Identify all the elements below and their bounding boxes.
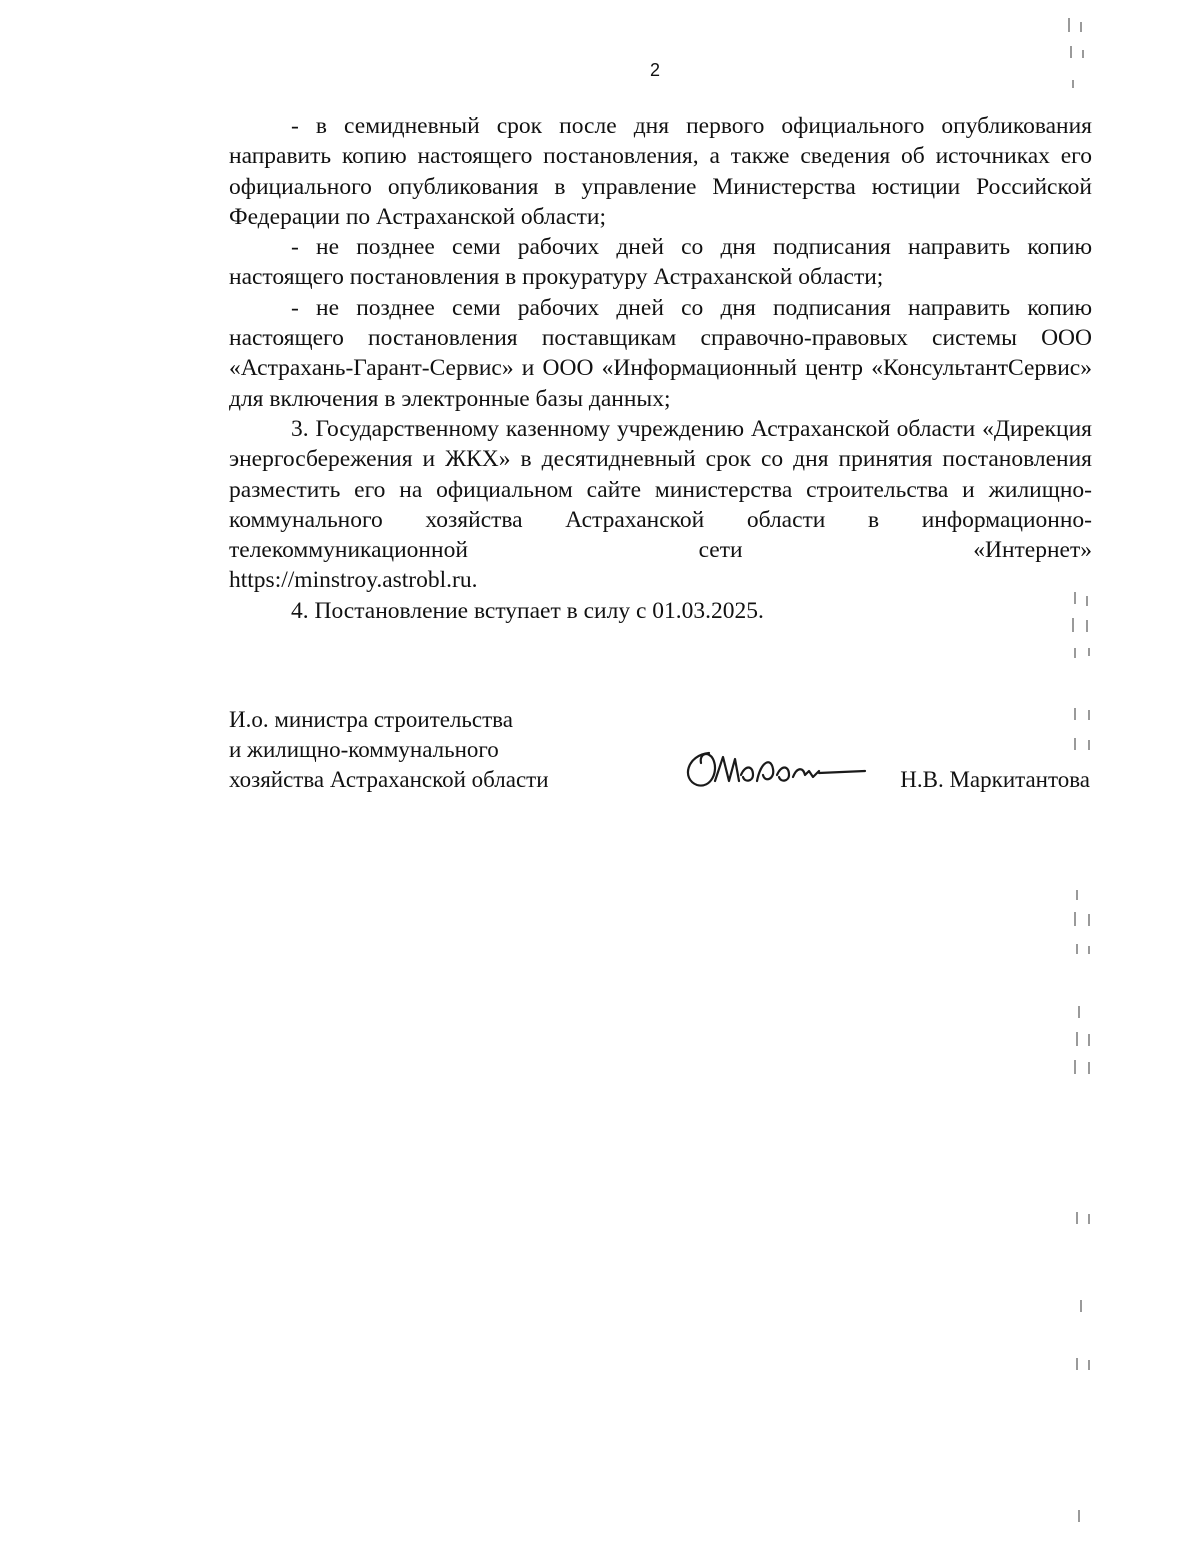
paragraph-effective-date: 4. Постановление вступает в силу с 01.03.2025.	[291, 597, 764, 624]
signatory-title-line: и жилищно-коммунального	[229, 737, 499, 762]
document-body	[229, 111, 1092, 626]
page-number: 2	[649, 60, 660, 80]
signatory-title-line: хозяйства Астраханской области	[229, 767, 549, 792]
signatory-title	[229, 705, 649, 795]
paragraph-ministry-of-justice: - в семидневный срок после дня первого официального опубликования направить копию настоящего постановления, а также сведения об источниках его официального опубликования в управление Министерства юстиции Российской Федерации по Астраханской области;	[229, 113, 1092, 230]
handwritten-signature	[679, 741, 869, 791]
paragraph-publication-website: 3. Государственному казенному учреждению Астраханской области «Дирекция энергосбережения и ЖКХ» в десятидневный срок со дня принятия постановления разместить его на официальном сайте министерства строительства и жилищно-коммунального хозяйства Астраханской области в информационно-телекоммуникационной сети «Интернет»	[229, 415, 1092, 564]
paragraph-legal-systems: - не позднее семи рабочих дней со дня подписания направить копию настоящего постановления поставщикам справочно-правовых системы ООО «Астрахань-Гарант-Сервис» и ООО «Информационный центр «КонсультантСервис» для включения в электронные базы данных;	[229, 294, 1092, 412]
website-url: https://minstroy.astrobl.ru.	[229, 567, 478, 594]
signatory-name: Н.В. Маркитантова	[900, 767, 1090, 792]
signatory-title-line: И.о. министра строительства	[229, 707, 513, 732]
paragraph-prosecutor-office: - не позднее семи рабочих дней со дня подписания направить копию настоящего постановления в прокуратуру Астраханской области;	[229, 234, 1092, 291]
signature-block	[229, 705, 1092, 805]
scan-edge-artifacts	[1060, 0, 1110, 1553]
